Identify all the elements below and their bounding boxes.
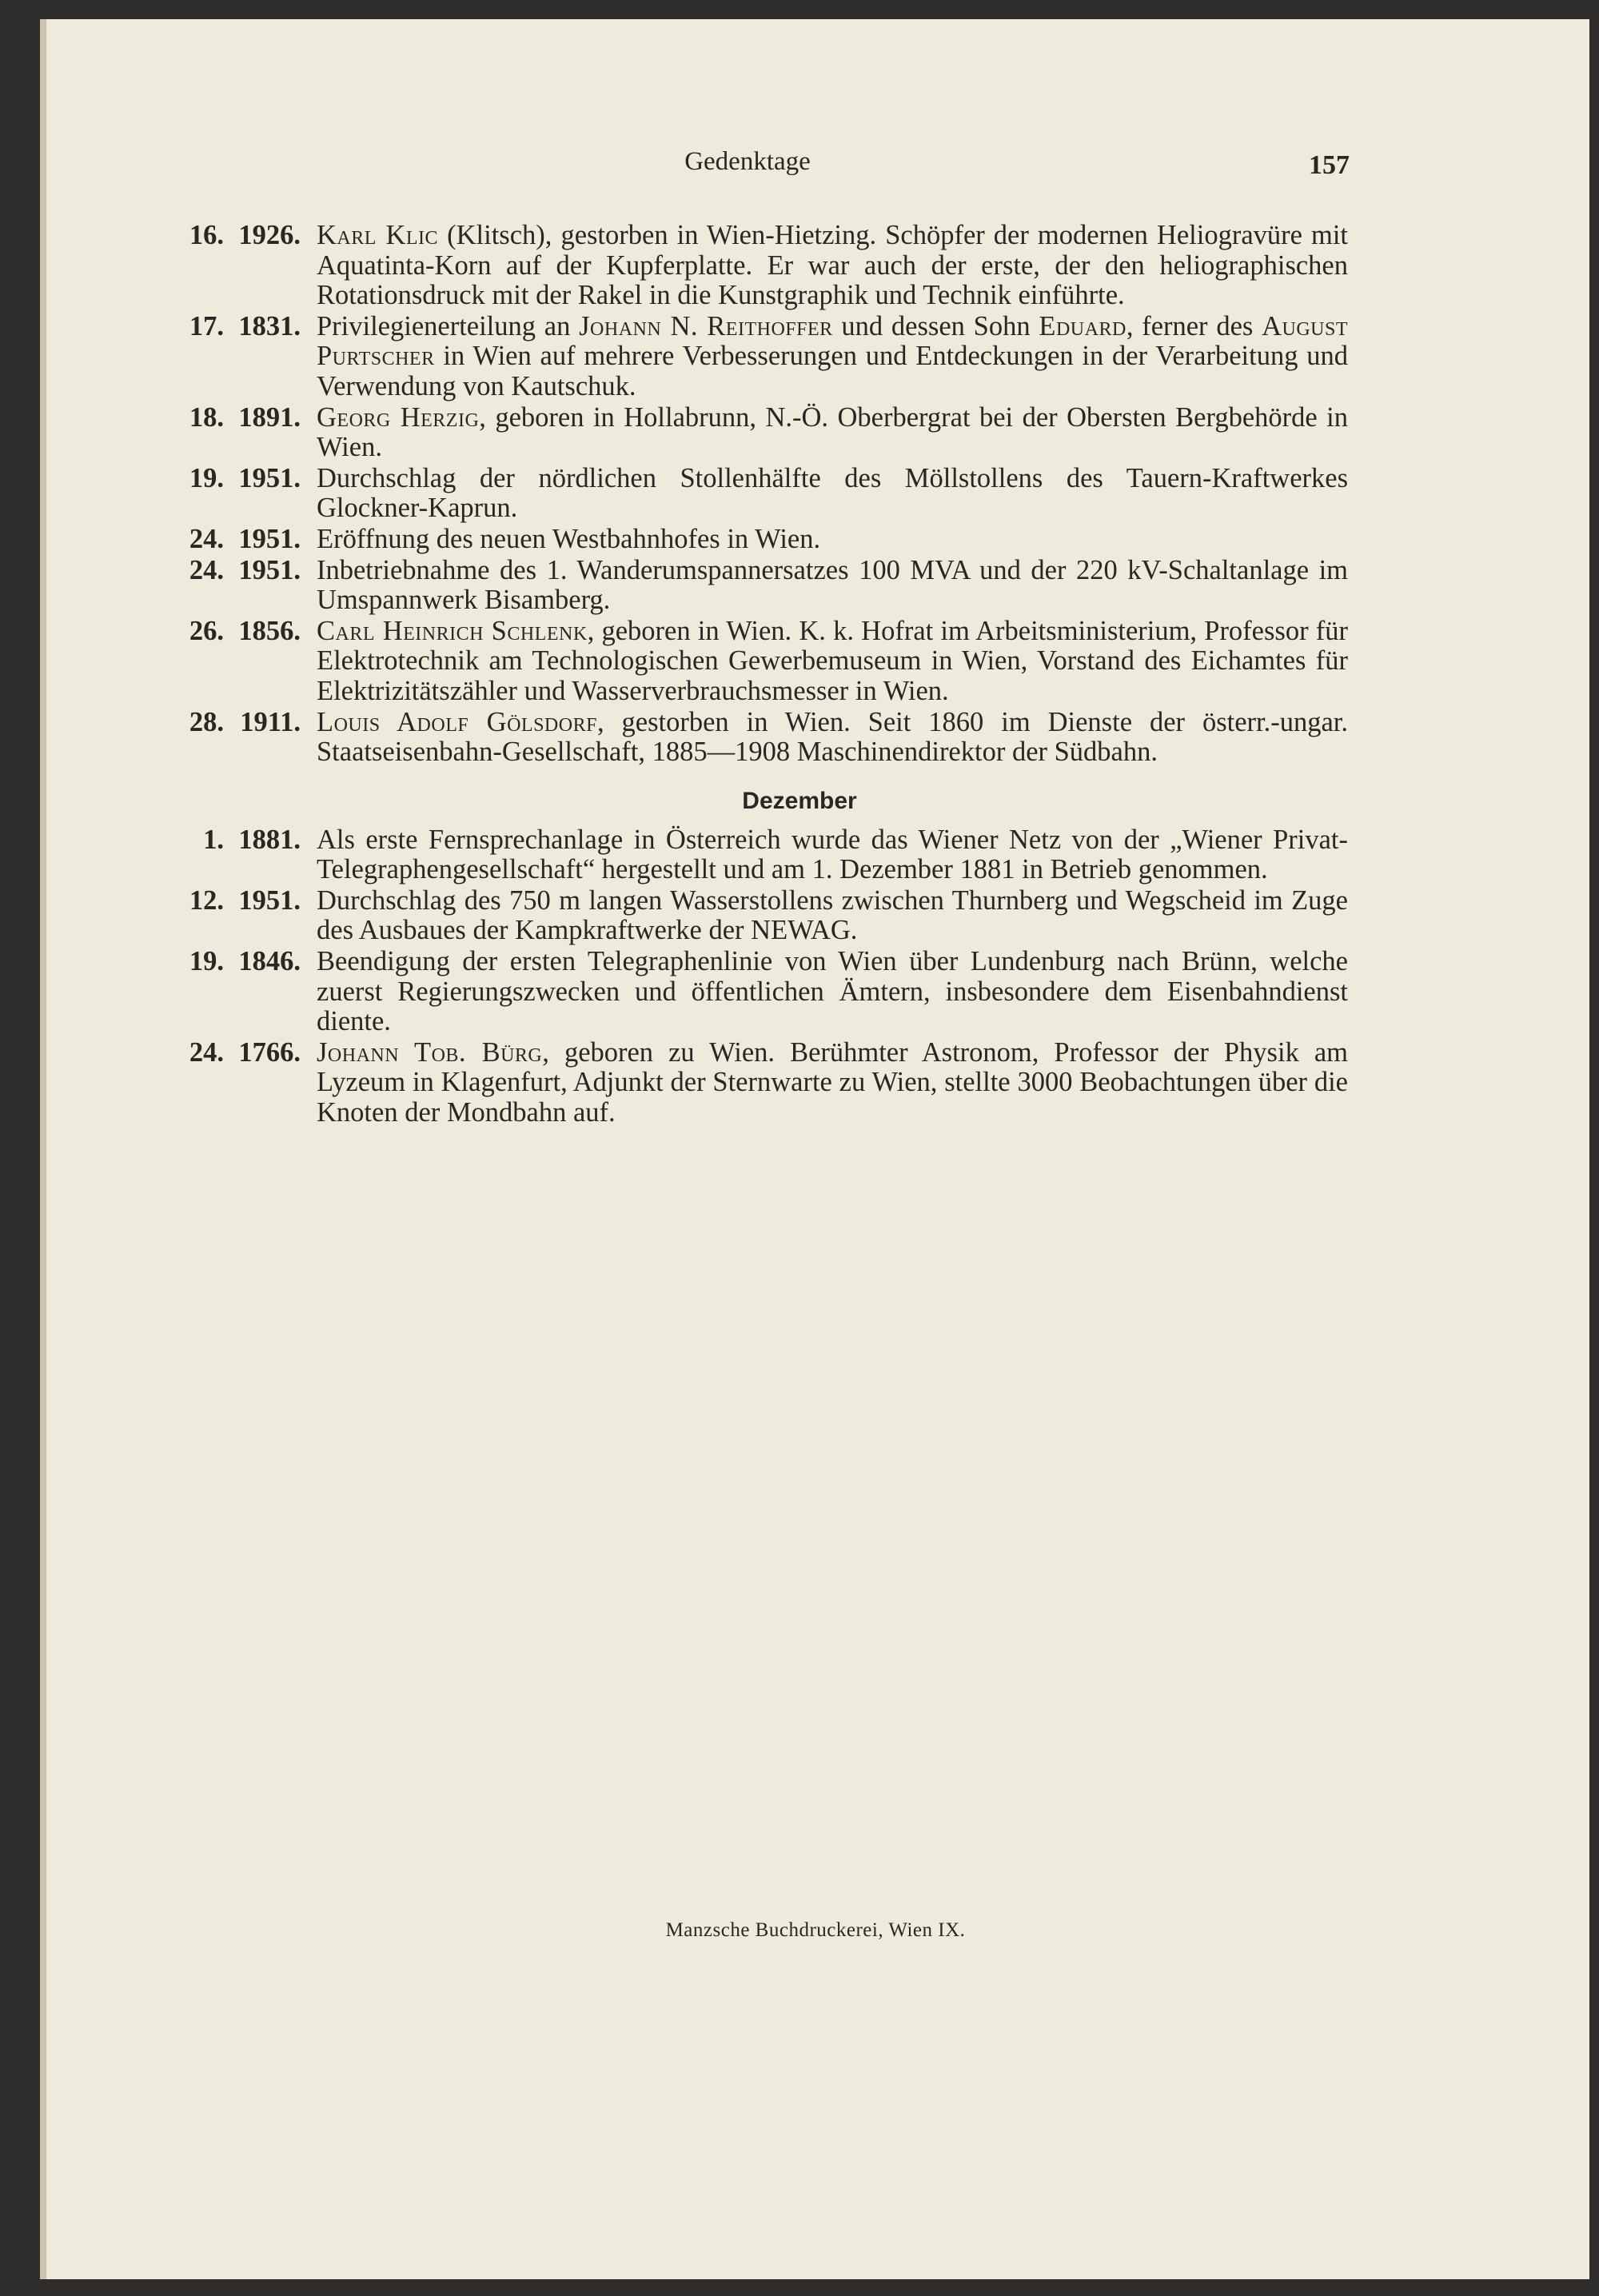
page-number: 157 xyxy=(1309,150,1350,180)
entry-year: 1856. xyxy=(238,615,301,646)
month-heading: Dezember xyxy=(742,787,857,814)
entry-day: 12. xyxy=(189,884,224,916)
entry-day: 19. xyxy=(189,946,224,977)
entry-day: 26. xyxy=(189,615,224,646)
entry-text xyxy=(317,464,1348,524)
entry-year: 1766. xyxy=(238,1036,301,1068)
entry-year: 1911. xyxy=(240,706,301,737)
entry-year: 1951. xyxy=(238,554,301,585)
entry-text-segment: , geboren in Hollabrunn, N.-Ö. Oberbergrat bei der Obersten Bergbehörde in Wien. xyxy=(317,401,1348,463)
entry-year: 1951. xyxy=(238,462,301,493)
entry-day: 18. xyxy=(189,401,224,433)
entry-text-segment: Inbetriebnahme des 1. Wanderumspannersatzes 100 MVA und der 220 kV-Schaltanlage im Umspannwerk Bisamberg. xyxy=(317,554,1348,616)
entry-text-segment: Eröffnung des neuen Westbahnhofes in Wien. xyxy=(317,523,821,554)
anniversary-entry xyxy=(160,221,1351,311)
entry-text-segment: , geboren zu Wien. Berühmter Astronom, Professor der Physik am Lyzeum in Klagenfurt, Adjunkt der Sternwarte zu Wien, stellte 3000 Beobachtungen über die Knoten der Mondbahn auf. xyxy=(317,1036,1349,1128)
person-name: Eduard xyxy=(1039,310,1126,341)
entry-text-segment: , geboren in Wien. K. k. Hofrat im Arbeitsministerium, Professor für Elektrotechnik am Technologischen Gewerbemuseum in Wien, Vorstand des Eichamtes für Elektrizitätszähler und Wasserverbrauchsmesser in Wien. xyxy=(317,615,1349,706)
entry-text-segment: in Wien auf mehrere Verbesserungen und Entdeckungen in der Verarbeitung und Verwendung von Kautschuk. xyxy=(317,341,1348,401)
entry-text xyxy=(317,617,1348,707)
running-header xyxy=(0,142,1599,182)
entry-year: 1846. xyxy=(238,946,301,977)
anniversary-entry xyxy=(160,886,1351,946)
entry-year: 1951. xyxy=(238,523,301,554)
anniversary-entry xyxy=(160,708,1351,768)
entry-text-segment: Durchschlag des 750 m langen Wasserstollens zwischen Thurnberg und Wegscheid im Zuge des Ausbaues der Kampkraftwerke der NEWAG. xyxy=(317,884,1348,946)
entry-year: 1951. xyxy=(238,884,301,916)
person-name: Karl Klic xyxy=(317,220,439,250)
anniversary-entry xyxy=(160,617,1351,707)
entry-text xyxy=(317,886,1348,946)
entry-text xyxy=(317,825,1348,885)
entry-text-segment: , gestorben in Wien. Seit 1860 im Dienste der österr.-ungar. Staatseisenbahn-Gesellschaft, 1885—1908 Maschinendirektor der Südbahn. xyxy=(317,706,1348,768)
entry-year: 1926. xyxy=(238,220,301,250)
entry-text xyxy=(317,947,1348,1037)
entry-year: 1831. xyxy=(238,310,301,341)
entry-text xyxy=(317,312,1348,402)
entry-text-segment: Beendigung der ersten Telegraphenlinie von Wien über Lundenburg nach Brünn, welche zuerst Regierungszwecken und öffentlichen Ämtern, insbesondere dem Eisenbahndienst diente. xyxy=(317,946,1348,1037)
entry-day: 24. xyxy=(189,523,224,554)
entry-text-segment: und dessen Sohn xyxy=(832,310,1039,341)
entry-year: 1891. xyxy=(238,401,301,433)
anniversary-entry xyxy=(160,1038,1351,1128)
entry-text xyxy=(317,221,1348,311)
entry-text xyxy=(317,403,1348,463)
entries-body xyxy=(160,221,1351,1129)
person-name: Johann Tob. Bürg xyxy=(317,1036,543,1068)
anniversary-entry xyxy=(160,556,1351,616)
entry-text xyxy=(317,556,1348,616)
entry-text xyxy=(317,1038,1348,1128)
entry-day: 28. xyxy=(189,706,224,737)
anniversary-entry xyxy=(160,825,1351,885)
person-name: Johann N. Reithoffer xyxy=(579,310,833,341)
entry-day: 1. xyxy=(203,824,224,855)
entry-day: 24. xyxy=(189,554,224,585)
person-name: Louis Adolf Gölsdorf xyxy=(317,706,597,737)
anniversary-entry xyxy=(160,525,1351,555)
entry-text-segment: Privilegienerteilung an xyxy=(317,310,580,341)
person-name: Carl Heinrich Schlenk xyxy=(317,615,588,646)
anniversary-entry xyxy=(160,464,1351,524)
entry-text xyxy=(317,525,1348,555)
anniversary-entry xyxy=(160,403,1351,463)
entry-text xyxy=(317,708,1348,768)
entry-day: 24. xyxy=(189,1036,224,1068)
anniversary-entry xyxy=(160,947,1351,1037)
printer-imprint: Manzsche Buchdruckerei, Wien IX. xyxy=(665,1919,966,1941)
person-name: Georg Herzig xyxy=(317,401,480,433)
running-title: Gedenktage xyxy=(684,147,811,176)
entry-day: 17. xyxy=(189,310,224,341)
entry-day: 19. xyxy=(189,462,224,493)
anniversary-entry xyxy=(160,312,1351,402)
person-name: August Purtscher xyxy=(317,310,1348,372)
entry-text-segment: Als erste Fernsprechanlage in Österreich wurde das Wiener Netz von der „Wiener Privat-Telegraphengesellschaft“ hergestellt und am 1. Dezember 1881 in Betrieb genommen. xyxy=(317,824,1348,885)
entry-text-segment: , ferner des xyxy=(1126,310,1262,341)
entry-day: 16. xyxy=(189,220,224,250)
entry-year: 1881. xyxy=(238,824,301,855)
entry-text-segment: (Klitsch), gestorben in Wien-Hietzing. Schöpfer der modernen Heliogravüre mit Aquatinta-Korn auf der Kupferplatte. Er war auch der erste, der den heliographischen Rotationsdruck mit der Rakel in die Kunstgraphik und Technik einführte. xyxy=(317,220,1348,311)
entry-text-segment: Durchschlag der nördlichen Stollenhälfte des Möllstollens des Tauern-Kraftwerkes Glockner-Kaprun. xyxy=(317,462,1348,524)
